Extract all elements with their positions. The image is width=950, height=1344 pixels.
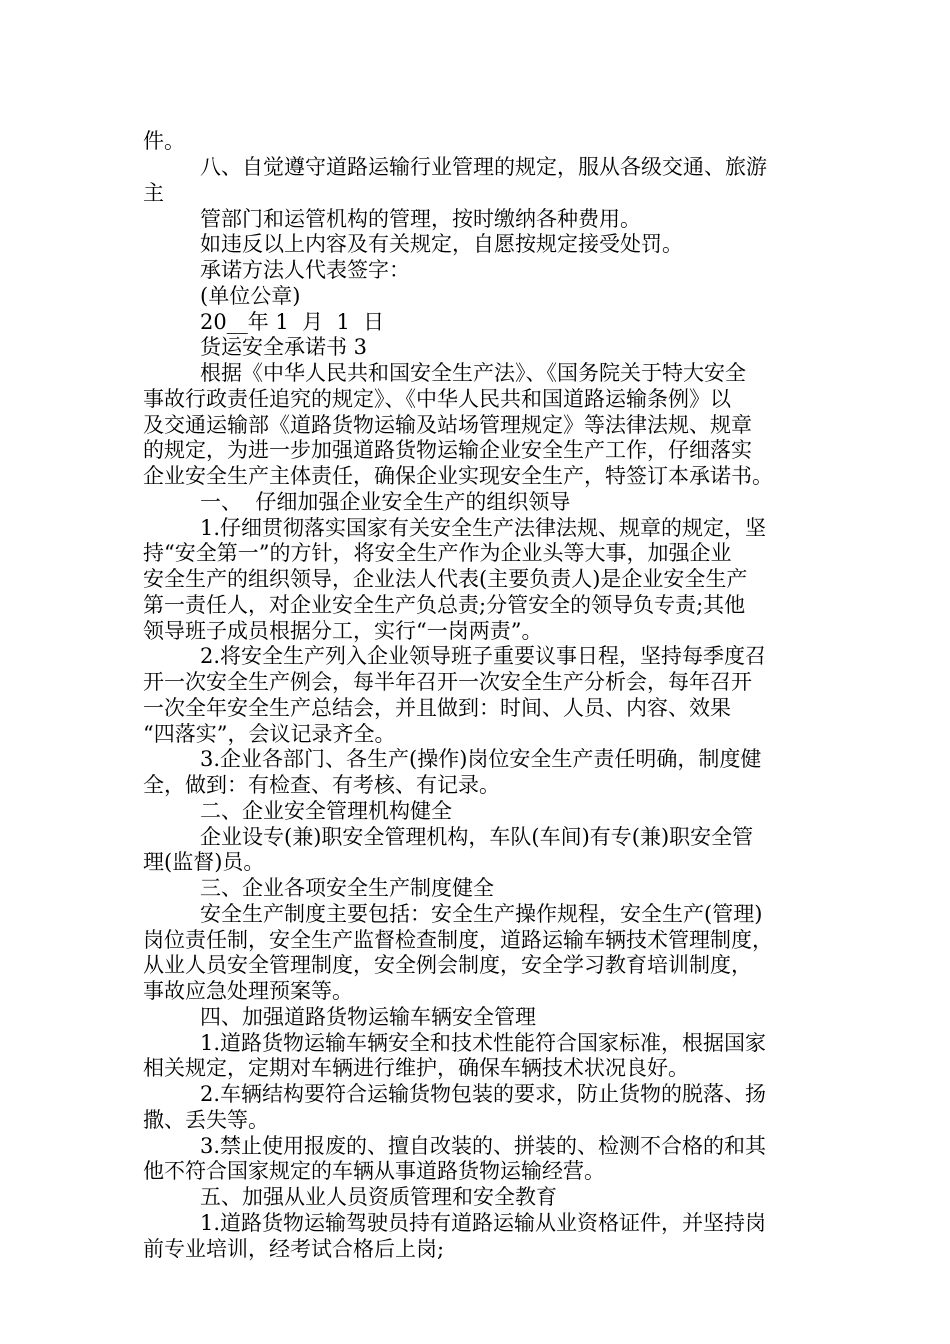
text-line: 安全生产制度主要包括：安全生产操作规程，安全生产(管理)	[200, 902, 763, 926]
text-line: 2.车辆结构要符合运输货物包装的要求，防止货物的脱落、扬	[200, 1082, 767, 1106]
text-line: 根据《中华人民共和国安全生产法》、《国务院关于特大安全	[200, 361, 746, 385]
text-line: 3.禁止使用报废的、擅自改装的、拼装的、检测不合格的和其	[200, 1134, 767, 1158]
text-line: 货运安全承诺书 3	[200, 335, 368, 359]
text-line: 及交通运输部《道路货物运输及站场管理规定》等法律法规、规章	[143, 413, 752, 437]
text-line: 二、企业安全管理机构健全	[200, 799, 452, 823]
text-line: 件。	[143, 129, 185, 153]
text-line: 持“安全第一”的方针，将安全生产作为企业头等大事，加强企业	[143, 541, 732, 565]
text-line: 八、自觉遵守道路运输行业管理的规定，服从各级交通、旅游	[200, 155, 767, 179]
text-line: 安全生产的组织领导，企业法人代表(主要负责人)是企业安全生产	[143, 567, 748, 591]
text-line: 事故行政责任追究的规定》、《中华人民共和国道路运输条例》以	[143, 387, 731, 411]
text-line: 领导班子成员根据分工，实行“一岗两责”。	[143, 619, 543, 643]
text-line: 一、 仔细加强企业安全生产的组织领导	[200, 490, 571, 514]
text-line: 他不符合国家规定的车辆从事道路货物运输经营。	[143, 1159, 605, 1183]
text-line: 1.道路货物运输车辆安全和技术性能符合国家标准，根据国家	[200, 1031, 767, 1055]
text-line: 企业设专(兼)职安全管理机构，车队(车间)有专(兼)职安全管	[200, 825, 754, 849]
text-line: 3.企业各部门、各生产(操作)岗位安全生产责任明确，制度健	[200, 747, 762, 771]
text-line: 企业安全生产主体责任，确保企业实现安全生产，特签订本承诺书。	[143, 464, 773, 488]
text-line: 岗位责任制，安全生产监督检查制度，道路运输车辆技术管理制度，	[143, 928, 773, 952]
text-line: 1.道路货物运输驾驶员持有道路运输从业资格证件，并坚持岗	[200, 1211, 767, 1235]
text-line: 相关规定，定期对车辆进行维护，确保车辆技术状况良好。	[143, 1056, 689, 1080]
text-line: 主	[143, 181, 164, 205]
text-line: 管部门和运管机构的管理，按时缴纳各种费用。	[200, 207, 641, 231]
text-line: 20__年 1 月 1 日	[200, 310, 385, 334]
text-line: 事故应急处理预案等。	[143, 979, 353, 1003]
text-line: 开一次安全生产例会，每半年召开一次安全生产分析会，每年召开	[143, 670, 752, 694]
text-line: 1.仔细贯彻落实国家有关安全生产法律法规、规章的规定，坚	[200, 516, 767, 540]
text-line: 如违反以上内容及有关规定，自愿按规定接受处罚。	[200, 232, 683, 256]
text-line: 五、加强从业人员资质管理和安全教育	[200, 1185, 557, 1209]
text-line: 从业人员安全管理制度，安全例会制度，安全学习教育培训制度，	[143, 953, 752, 977]
text-line: 前专业培训，经考试合格后上岗;	[143, 1237, 445, 1261]
text-line: 的规定，为进一步加强道路货物运输企业安全生产工作，仔细落实	[143, 438, 752, 462]
text-line: (单位公章)	[200, 284, 301, 308]
text-line: 全，做到：有检查、有考核、有记录。	[143, 773, 500, 797]
text-line: 2.将安全生产列入企业领导班子重要议事日程，坚持每季度召	[200, 644, 767, 668]
text-line: 三、企业各项安全生产制度健全	[200, 876, 494, 900]
text-line: 一次全年安全生产总结会，并且做到：时间、人员、内容、效果	[143, 696, 731, 720]
text-line: 理(监督)员。	[143, 850, 265, 874]
text-line: 第一责任人，对企业安全生产负总责;分管安全的领导负专责;其他	[143, 593, 746, 617]
text-line: 承诺方法人代表签字：	[200, 258, 410, 282]
text-line: 四、加强道路货物运输车辆安全管理	[200, 1005, 536, 1029]
text-line: 撒、丢失等。	[143, 1108, 269, 1132]
text-line: “四落实”，会议记录齐全。	[143, 722, 396, 746]
